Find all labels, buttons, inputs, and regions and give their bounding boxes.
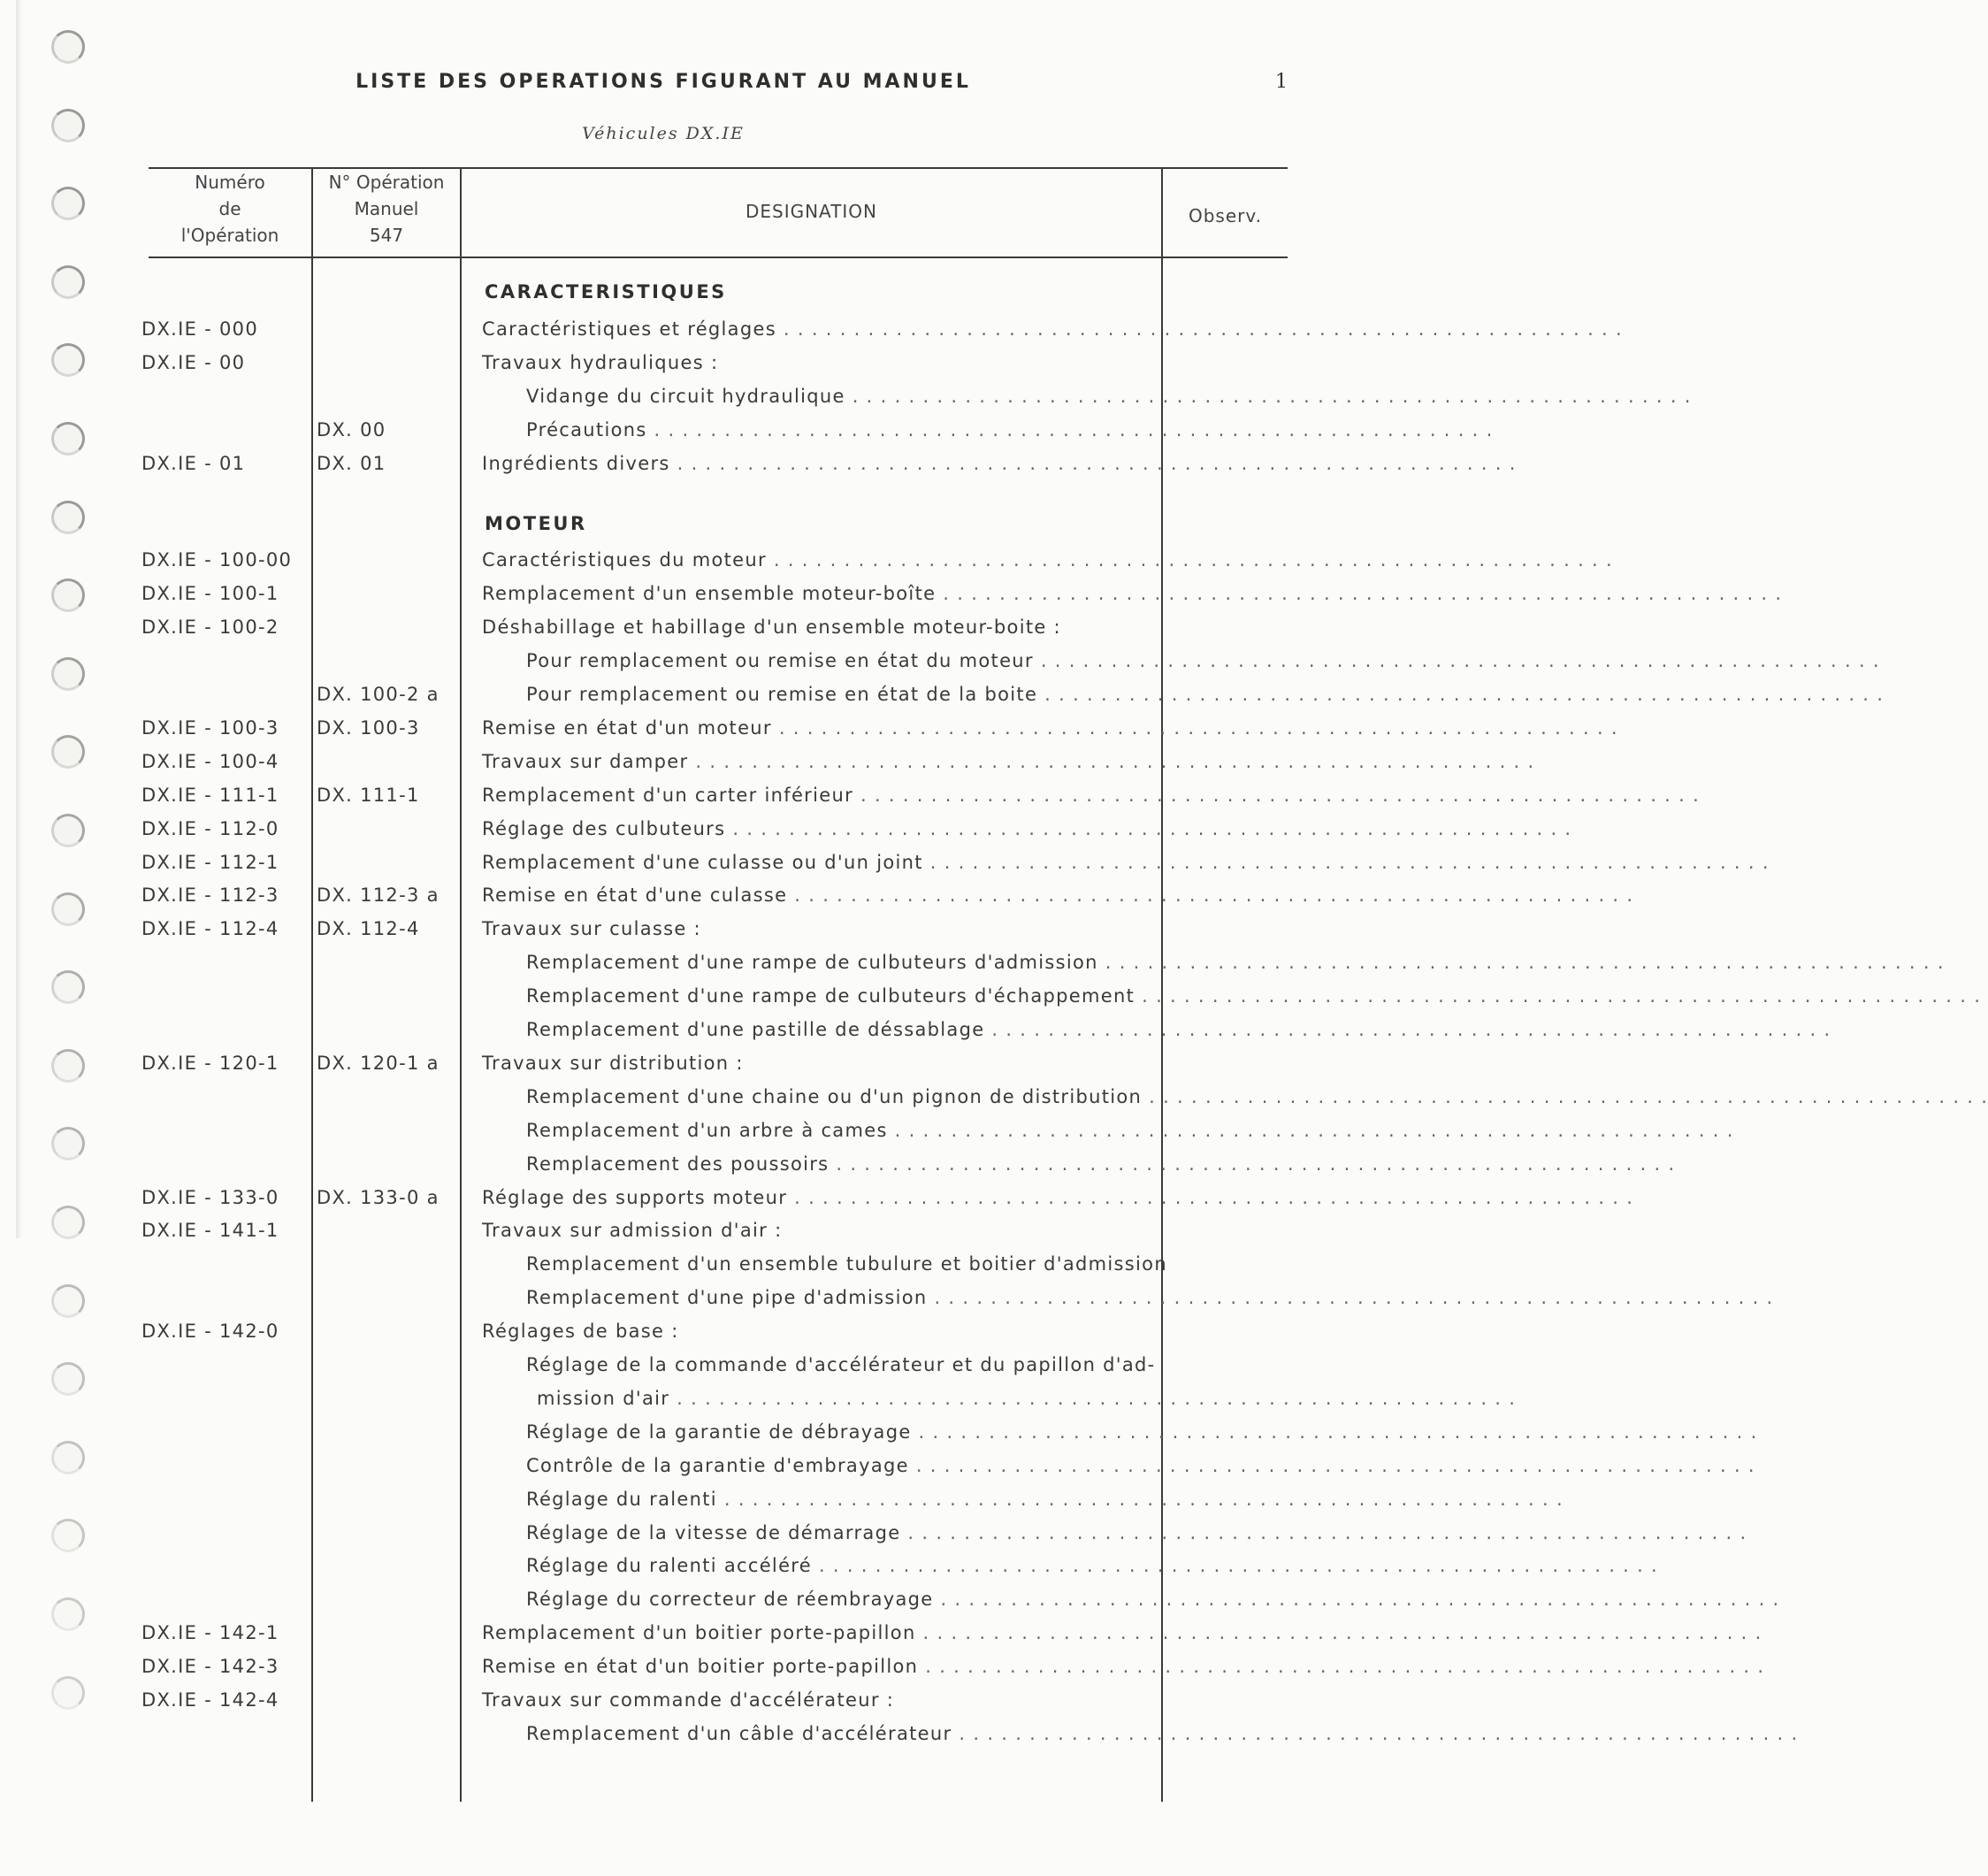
page-subtitle: Véhicules DX.IE [582, 124, 745, 143]
designation-cell [526, 644, 1880, 678]
table-row [0, 543, 1613, 577]
operation-number: DX.IE - 112-3 [141, 884, 279, 907]
designation-text: Réglage des supports moteur [482, 1186, 788, 1208]
table-row [0, 878, 1634, 912]
designation-cell [482, 912, 1136, 946]
dot-leader: . . . . . . . . . . . . . . . . . . . . . . . . . . . . . . . . . . . . . . . . . . . . . . . . . . . . . . . . . . . . [922, 851, 1770, 873]
designation-text: Réglage de la garantie de débrayage [526, 1420, 912, 1443]
manual-operation-number: DX. 112-3 a [317, 884, 440, 907]
designation-text: Réglage de la vitesse de démarrage [526, 1521, 901, 1543]
dot-leader: . . . . . . . . . . . . . . . . . . . . . . . . . . . . . . . . . . . . . . . . . . . . . . . . . . . . . . . . . . . . [829, 1152, 1676, 1175]
dot-leader: . . . . . . . . . . . . . . . . . . . . . . . . . . . . . . . . . . . . . . . . . . . . . . . . . . . . . . . . . . . . [927, 1287, 1774, 1309]
designation-cell [526, 1147, 1676, 1181]
dot-leader: . . . . . . . . . . . . . . . . . . . . . . . . . . . . . . . . . . . . . . . . . . . . . . . . . . . . . . . . . . . . [811, 1555, 1659, 1577]
dot-leader: . . . . . . . . . . . . . . . . . . . . . . . . . . . . . . . . . . . . . . . . . . . . . . . . . . . . . . . . . . . . [669, 452, 1517, 474]
table-row [0, 346, 1327, 379]
dot-leader: . . . . . . . . . . . . . . . . . . . . . . . . . . . . . . . . . . . . . . . . . . . . . . . . . . . . . . . . . . . . [915, 1622, 1762, 1644]
operation-number: DX.IE - 100-00 [141, 549, 293, 571]
designation-text: Remplacement d'une culasse ou d'un joint [482, 851, 923, 873]
designation-cell [526, 1582, 1780, 1616]
dot-leader: . . . . . . . . . . . . . . . . . . . . . . . . . . . . . . . . . . . . . . . . . . . . . . . . . . . . . . . . . . . . [900, 1521, 1747, 1543]
designation-cell [526, 413, 1494, 447]
designation-cell [526, 1013, 1831, 1046]
manual-operation-number: DX. 01 [317, 452, 386, 474]
table-row [0, 379, 1692, 413]
table-header-rule [149, 257, 1288, 258]
table-row [0, 1482, 1564, 1516]
dot-leader: . . . . . . . . . . . . . . . . . . . . . . . . . . . . . . . . . . . . . . . . . . . . . . . . . . . . . . . . . . . . [933, 1589, 1780, 1611]
operation-number: DX.IE - 120-1 [141, 1052, 279, 1074]
table-row [0, 1683, 1327, 1717]
designation-text: Remplacement d'un arbre à cames [526, 1119, 888, 1141]
designation-cell [526, 1482, 1564, 1516]
designation-cell [482, 1046, 1136, 1080]
punch-hole [51, 501, 85, 534]
operation-number: DX.IE - 100-3 [141, 716, 279, 739]
operation-number: DX.IE - 142-0 [141, 1321, 279, 1343]
table-row [0, 644, 1880, 678]
designation-text: Remise en état d'un boitier porte-papillon [482, 1656, 919, 1678]
designation-cell [526, 1717, 1799, 1750]
header-numero-line1: Numéro [195, 172, 265, 193]
designation-cell [526, 1415, 1758, 1449]
designation-cell [482, 447, 1517, 480]
manual-operation-number: DX. 120-1 a [317, 1052, 440, 1074]
dot-leader: . . . . . . . . . . . . . . . . . . . . . . . . . . . . . . . . . . . . . . . . . . . . . . . . . . . . . . . . . . . . [1142, 1085, 1988, 1107]
table-row [0, 1382, 1517, 1415]
designation-cell [526, 379, 1692, 413]
designation-text: Ingrédients divers [482, 452, 670, 474]
designation-text: Travaux hydrauliques : [482, 351, 719, 373]
designation-text: Contrôle de la garantie d'embrayage [526, 1454, 909, 1476]
header-operation-line2: Manuel [354, 198, 419, 219]
manual-operation-number: DX. 112-4 [317, 918, 420, 940]
table-row [0, 1616, 1762, 1650]
table-row [0, 1449, 1755, 1482]
table-row [0, 1314, 1327, 1348]
designation-text: Réglage du correcteur de réembrayage [526, 1589, 934, 1611]
table-row [0, 1247, 1327, 1281]
designation-cell [482, 346, 1136, 379]
designation-text: Précautions [526, 418, 647, 440]
header-operation-line1: N° Opération [328, 172, 445, 193]
designation-cell [526, 1348, 1156, 1382]
table-row [0, 1582, 1780, 1616]
table-row [0, 1080, 1988, 1114]
dot-leader: . . . . . . . . . . . . . . . . . . . . . . . . . . . . . . . . . . . . . . . . . . . . . . . . . . . . . . . . . . . . [911, 1420, 1758, 1443]
operation-number: DX.IE - 112-1 [141, 851, 279, 873]
operation-number: DX.IE - 142-3 [141, 1656, 279, 1678]
designation-cell [526, 1247, 1167, 1281]
table-row [0, 912, 1327, 946]
designation-text: Remplacement d'une chaine ou d'un pignon de distribution [526, 1085, 1143, 1107]
table-row [0, 1114, 1734, 1147]
table-row [0, 312, 1623, 346]
designation-cell [526, 946, 1945, 979]
dot-leader: . . . . . . . . . . . . . . . . . . . . . . . . . . . . . . . . . . . . . . . . . . . . . . . . . . . . . . . . . . . . [853, 784, 1701, 806]
operation-number: DX.IE - 100-2 [141, 616, 279, 639]
manual-operation-number: DX. 133-0 a [317, 1186, 440, 1208]
dot-leader: . . . . . . . . . . . . . . . . . . . . . . . . . . . . . . . . . . . . . . . . . . . . . . . . . . . . . . . . . . . . [725, 817, 1572, 839]
table-row [0, 610, 1327, 644]
dot-leader: . . . . . . . . . . . . . . . . . . . . . . . . . . . . . . . . . . . . . . . . . . . . . . . . . . . . . . . . . . . . [669, 1387, 1517, 1409]
table-row [0, 413, 1494, 447]
table-row [0, 1650, 1765, 1683]
table-row [0, 1046, 1327, 1080]
designation-text: Déshabillage et habillage d'un ensemble moteur-boite : [482, 616, 1061, 639]
dot-leader: . . . . . . . . . . . . . . . . . . . . . . . . . . . . . . . . . . . . . . . . . . . . . . . . . . . . . . . . . . . . [646, 418, 1494, 440]
designation-cell [482, 577, 1783, 610]
designation-text: Remplacement d'un carter inférieur [482, 784, 854, 806]
dot-leader: . . . . . . . . . . . . . . . . . . . . . . . . . . . . . . . . . . . . . . . . . . . . . . . . . . . . . . . . . . . . [771, 716, 1618, 739]
section-title: CARACTERISTIQUES [485, 281, 727, 302]
table-row [0, 1549, 1659, 1582]
operation-number: DX.IE - 00 [141, 351, 246, 373]
manual-operation-number: DX. 00 [317, 418, 386, 440]
operation-number: DX.IE - 133-0 [141, 1186, 279, 1208]
operation-number: DX.IE - 141-1 [141, 1220, 279, 1242]
table-row [0, 812, 1572, 846]
table-row [0, 846, 1770, 879]
designation-text: Réglage du ralenti accéléré [526, 1555, 812, 1577]
table-row [0, 447, 1517, 480]
table-row [0, 778, 1701, 812]
designation-text: Réglages de base : [482, 1321, 679, 1343]
punch-hole [51, 187, 85, 220]
dot-leader: . . . . . . . . . . . . . . . . . . . . . . . . . . . . . . . . . . . . . . . . . . . . . . . . . . . . . . . . . . . . [1037, 684, 1885, 705]
table-row [0, 1181, 1634, 1214]
designation-cell [482, 1650, 1765, 1683]
table-row [0, 1281, 1774, 1314]
designation-text: Travaux sur admission d'air : [482, 1220, 783, 1242]
designation-cell [482, 778, 1701, 812]
table-row [0, 678, 1885, 711]
designation-cell [482, 846, 1770, 879]
operation-number: DX.IE - 100-4 [141, 750, 279, 772]
designation-cell [482, 610, 1136, 644]
designation-text: Remplacement d'un ensemble moteur-boîte [482, 583, 937, 605]
operation-number: DX.IE - 142-4 [141, 1689, 279, 1711]
designation-cell [526, 1516, 1747, 1550]
designation-text: Remplacement d'une rampe de culbuteurs d'échappement [526, 985, 1135, 1007]
designation-text: Pour remplacement ou remise en état du moteur [526, 650, 1034, 672]
designation-text: Remplacement d'un câble d'accélérateur [526, 1722, 952, 1744]
section-title: MOTEUR [485, 512, 587, 534]
dot-leader: . . . . . . . . . . . . . . . . . . . . . . . . . . . . . . . . . . . . . . . . . . . . . . . . . . . . . . . . . . . . [936, 583, 1783, 605]
table-row [0, 946, 1945, 979]
designation-text: Réglage des culbuteurs [482, 817, 726, 839]
designation-text: Remplacement d'une rampe de culbuteurs d'admission [526, 952, 1098, 974]
table-row [0, 1214, 1327, 1247]
designation-text: Réglage de la commande d'accélérateur et du papillon d'ad- [526, 1354, 1156, 1375]
operation-number: DX.IE - 112-4 [141, 918, 279, 940]
designation-text: Remise en état d'un moteur [482, 716, 772, 739]
dot-leader: . . . . . . . . . . . . . . . . . . . . . . . . . . . . . . . . . . . . . . . . . . . . . . . . . . . . . . . . . . . . [952, 1722, 1799, 1744]
designation-cell [482, 812, 1572, 846]
dot-leader: . . . . . . . . . . . . . . . . . . . . . . . . . . . . . . . . . . . . . . . . . . . . . . . . . . . . . . . . . . . . [776, 318, 1623, 340]
dot-leader: . . . . . . . . . . . . . . . . . . . . . . . . . . . . . . . . . . . . . . . . . . . . . . . . . . . . . . . . . . . . [845, 385, 1692, 407]
designation-cell [482, 543, 1613, 577]
table-row [0, 1717, 1799, 1750]
dot-leader: . . . . . . . . . . . . . . . . . . . . . . . . . . . . . . . . . . . . . . . . . . . . . . . . . . . . . . . . . . . . [787, 1186, 1634, 1208]
designation-cell [526, 979, 1982, 1013]
designation-text: Caractéristiques et réglages [482, 318, 776, 340]
table-row [0, 1348, 1327, 1382]
designation-text: Travaux sur damper [482, 750, 689, 772]
manual-operation-number: DX. 100-3 [317, 716, 420, 739]
dot-leader: . . . . . . . . . . . . . . . . . . . . . . . . . . . . . . . . . . . . . . . . . . . . . . . . . . . . . . . . . . . . [766, 549, 1613, 571]
dot-leader: . . . . . . . . . . . . . . . . . . . . . . . . . . . . . . . . . . . . . . . . . . . . . . . . . . . . . . . . . . . . [787, 884, 1634, 907]
dot-leader: . . . . . . . . . . . . . . . . . . . . . . . . . . . . . . . . . . . . . . . . . . . . . . . . . . . . . . . . . . . . [1033, 650, 1880, 672]
header-operation-line3: 547 [369, 225, 404, 246]
designation-cell [482, 1214, 1136, 1247]
designation-text: Remplacement d'un boitier porte-papillon [482, 1622, 916, 1644]
designation-cell [482, 1616, 1762, 1650]
designation-cell [482, 1181, 1634, 1214]
punch-hole [51, 30, 85, 64]
header-numero [149, 169, 311, 249]
designation-cell [482, 312, 1623, 346]
page-number: 1 [1275, 71, 1288, 93]
dot-leader: . . . . . . . . . . . . . . . . . . . . . . . . . . . . . . . . . . . . . . . . . . . . . . . . . . . . . . . . . . . . [887, 1119, 1734, 1141]
manual-operation-number: DX. 111-1 [317, 784, 420, 806]
dot-leader: . . . . . . . . . . . . . . . . . . . . . . . . . . . . . . . . . . . . . . . . . . . . . . . . . . . . . . . . . . . . [716, 1488, 1564, 1510]
designation-text: Pour remplacement ou remise en état de la boite [526, 684, 1038, 705]
header-designation: DESIGNATION [745, 201, 878, 222]
designation-text: Travaux sur culasse : [482, 918, 701, 940]
table-row [0, 1013, 1831, 1046]
designation-cell [537, 1382, 1517, 1415]
designation-text: Réglage du ralenti [526, 1488, 717, 1510]
table-row [0, 577, 1783, 610]
designation-text: Remplacement d'un ensemble tubulure et boitier d'admission [526, 1253, 1167, 1275]
designation-cell [526, 678, 1885, 711]
designation-cell [526, 1449, 1755, 1482]
dot-leader: . . . . . . . . . . . . . . . . . . . . . . . . . . . . . . . . . . . . . . . . . . . . . . . . . . . . . . . . . . . . [918, 1656, 1765, 1678]
designation-cell [526, 1114, 1734, 1147]
table-row [0, 1415, 1758, 1449]
dot-leader: . . . . . . . . . . . . . . . . . . . . . . . . . . . . . . . . . . . . . . . . . . . . . . . . . . . . . . . . . . . . [1135, 985, 1982, 1007]
punch-hole [51, 265, 85, 299]
header-numero-line2: de [218, 198, 241, 219]
table-row [0, 1147, 1676, 1181]
dot-leader: . . . . . . . . . . . . . . . . . . . . . . . . . . . . . . . . . . . . . . . . . . . . . . . . . . . . . . . . . . . . [908, 1454, 1755, 1476]
operation-number: DX.IE - 111-1 [141, 784, 279, 806]
header-observ: Observ. [1188, 205, 1263, 226]
header-numero-line3: l'Opération [180, 225, 279, 246]
operation-number: DX.IE - 01 [141, 452, 246, 474]
designation-text: Caractéristiques du moteur [482, 549, 767, 571]
designation-cell [526, 1281, 1774, 1314]
page-title: LISTE DES OPERATIONS FIGURANT AU MANUEL [356, 71, 971, 93]
designation-cell [482, 878, 1634, 912]
designation-cell [526, 1549, 1659, 1582]
designation-cell [526, 1080, 1988, 1114]
designation-text: Remplacement des poussoirs [526, 1152, 830, 1175]
designation-text: Travaux sur commande d'accélérateur : [482, 1689, 895, 1711]
manual-operation-number: DX. 100-2 a [317, 684, 440, 705]
header-operation [313, 169, 460, 249]
table-row [0, 711, 1618, 745]
designation-text: Remise en état d'une culasse [482, 884, 788, 907]
table-row [0, 745, 1535, 778]
designation-cell [482, 711, 1618, 745]
designation-text: Remplacement d'une pipe d'admission [526, 1287, 928, 1309]
dot-leader: . . . . . . . . . . . . . . . . . . . . . . . . . . . . . . . . . . . . . . . . . . . . . . . . . . . . . . . . . . . . [1097, 952, 1945, 974]
dot-leader: . . . . . . . . . . . . . . . . . . . . . . . . . . . . . . . . . . . . . . . . . . . . . . . . . . . . . . . . . . . . [688, 750, 1535, 772]
designation-text: Vidange du circuit hydraulique [526, 385, 845, 407]
designation-text: mission d'air [537, 1387, 670, 1409]
operation-number: DX.IE - 100-1 [141, 583, 279, 605]
table-row [0, 1516, 1747, 1550]
designation-text: Travaux sur distribution : [482, 1052, 744, 1074]
operation-number: DX.IE - 142-1 [141, 1622, 279, 1644]
designation-text: Remplacement d'une pastille de déssablage [526, 1019, 985, 1040]
operation-number: DX.IE - 000 [141, 318, 259, 340]
designation-cell [482, 1683, 1136, 1717]
designation-cell [482, 1314, 1136, 1348]
operation-number: DX.IE - 112-0 [141, 817, 279, 839]
dot-leader: . . . . . . . . . . . . . . . . . . . . . . . . . . . . . . . . . . . . . . . . . . . . . . . . . . . . . . . . . . . . [984, 1019, 1831, 1040]
table-row [0, 979, 1982, 1013]
designation-cell [482, 745, 1535, 778]
